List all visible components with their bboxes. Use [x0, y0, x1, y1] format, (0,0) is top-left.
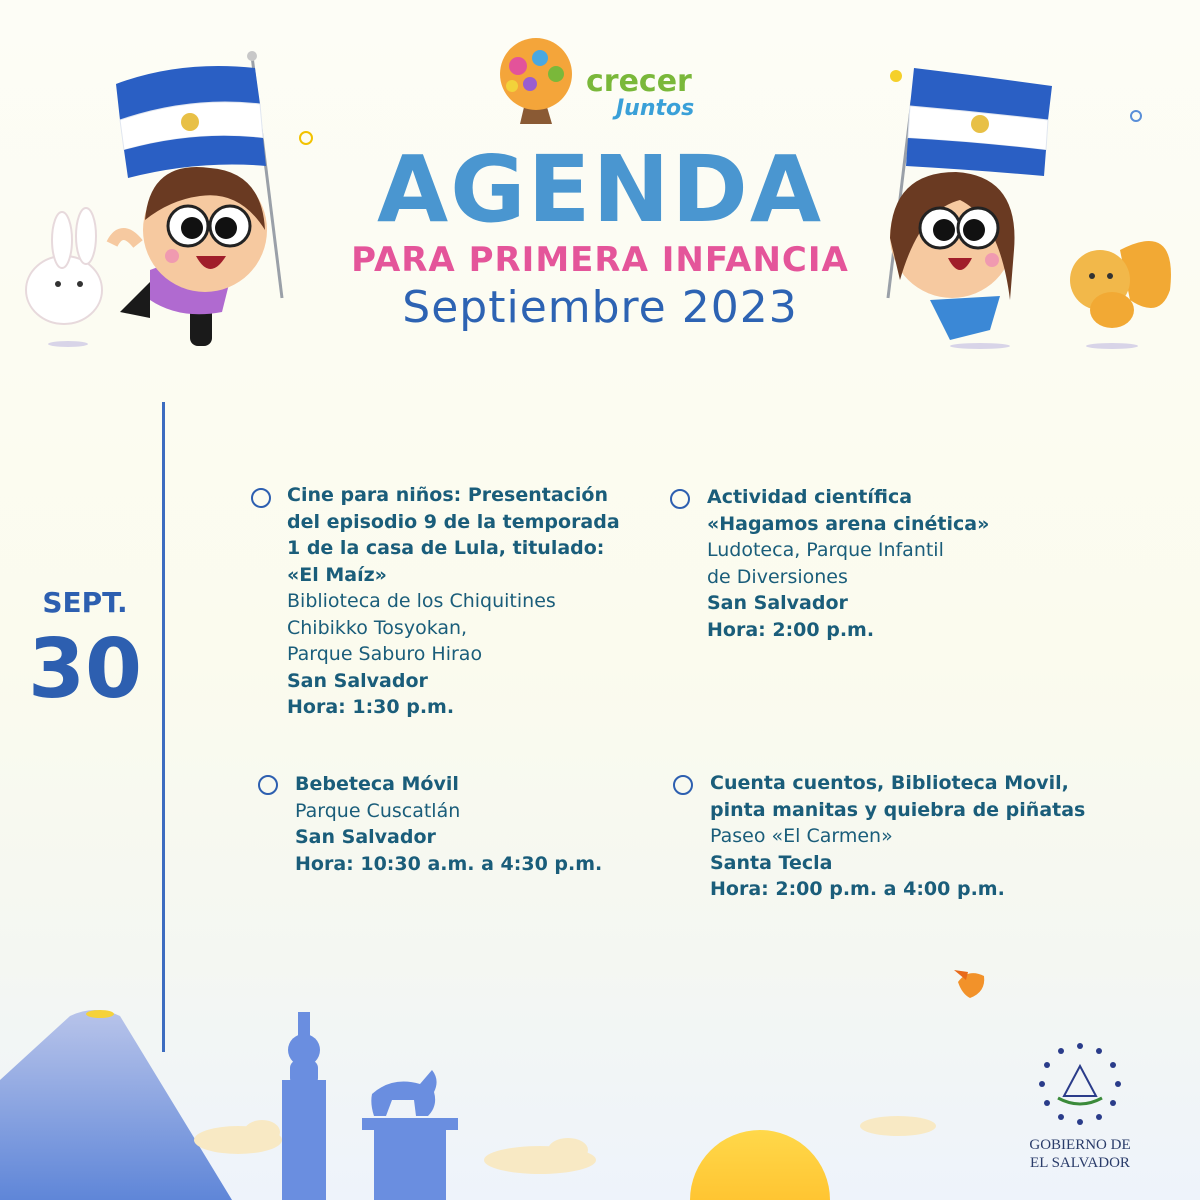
event-bullet-icon	[258, 775, 278, 795]
sun-icon	[690, 1130, 830, 1200]
page-month: Septiembre 2023	[402, 282, 798, 333]
seal-line2: EL SALVADOR	[1030, 1155, 1130, 1171]
date-day: 30	[27, 622, 143, 717]
event-location: Parque Cuscatlán	[295, 799, 461, 822]
event-time: Hora: 2:00 p.m. a 4:00 p.m.	[710, 878, 1005, 900]
event-item	[287, 482, 647, 721]
government-seal-label	[1010, 1136, 1150, 1172]
event-bullet-icon	[670, 489, 690, 509]
event-title: Bebeteca Móvil	[295, 773, 459, 795]
event-time: Hora: 2:00 p.m.	[707, 618, 875, 641]
event-location: Ludoteca, Parque Infantil de Diversiones	[707, 539, 944, 588]
event-item	[707, 484, 1067, 643]
event-city: San Salvador	[707, 592, 848, 614]
logo-text-crecer: crecer	[586, 64, 692, 99]
coat-of-arms-icon	[1039, 1043, 1121, 1125]
event-location: Biblioteca de los Chiquitines Chibikko Tosyokan, Parque Saburo Hirao	[287, 590, 556, 665]
horse-statue-icon	[362, 1070, 458, 1200]
page-title: AGENDA	[376, 136, 824, 243]
event-title: Actividad científica «Hagamos arena cinética»	[707, 486, 990, 535]
event-bullet-icon	[673, 775, 693, 795]
event-item	[295, 771, 655, 877]
event-item	[710, 770, 1090, 903]
event-time: Hora: 10:30 a.m. a 4:30 p.m.	[295, 852, 603, 875]
event-city: San Salvador	[287, 669, 428, 692]
event-city: San Salvador	[295, 826, 436, 848]
event-city: Santa Tecla	[710, 851, 833, 874]
tree-logo-icon	[500, 38, 572, 124]
event-time: Hora: 1:30 p.m.	[287, 696, 455, 718]
bird-icon	[954, 970, 984, 998]
timeline-divider	[162, 402, 165, 1052]
seal-line1: GOBIERNO DE	[1029, 1137, 1131, 1153]
event-bullet-icon	[251, 488, 271, 508]
logo-text-juntos: Juntos	[616, 96, 695, 121]
volcano-icon	[0, 1010, 232, 1200]
date-month: SEPT.	[42, 586, 128, 619]
event-title: Cine para niños: Presentación del episodio 9 de la temporada 1 de la casa de Lula, titulado: «El Maíz»	[287, 484, 620, 586]
event-location: Paseo «El Carmen»	[710, 825, 893, 847]
page-subtitle: PARA PRIMERA INFANCIA	[351, 240, 849, 280]
monument-icon	[282, 1012, 326, 1200]
event-title: Cuenta cuentos, Biblioteca Movil, pinta manitas y quiebra de piñatas	[710, 772, 1086, 821]
